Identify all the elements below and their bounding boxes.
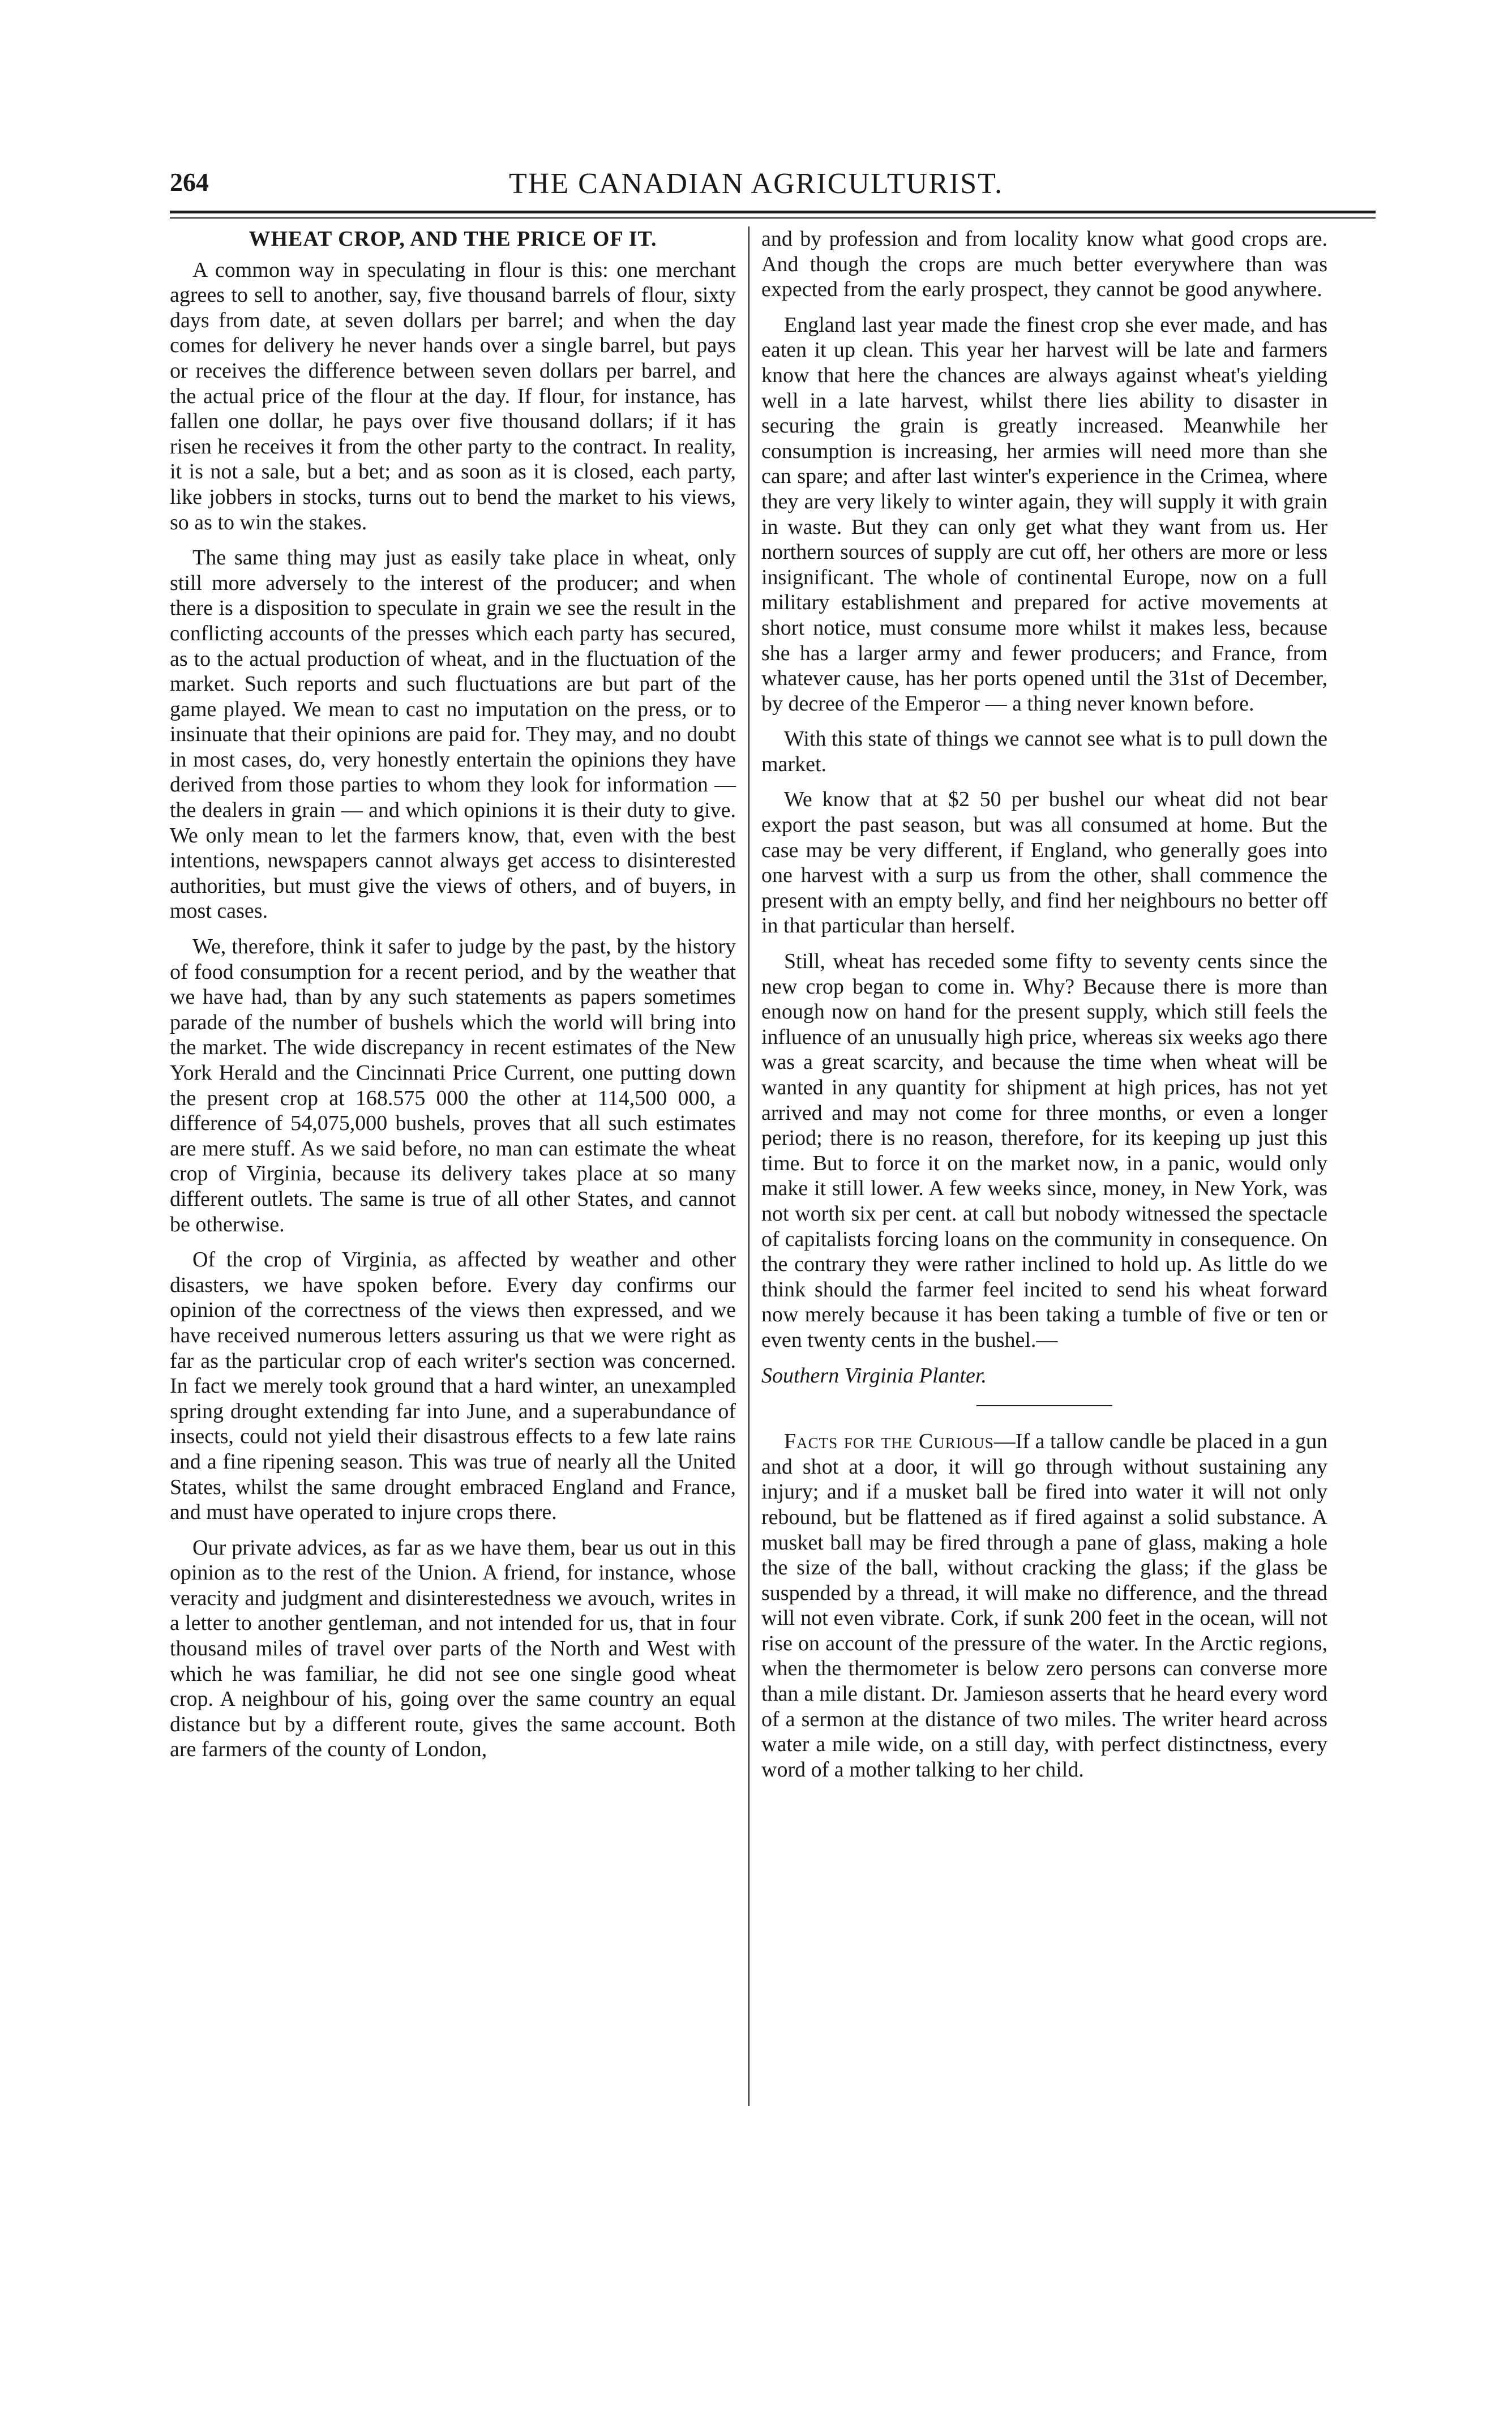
article-paragraph: England last year made the finest crop she ever made, and has eaten it up clean. This year her harvest will be late and farmers know that here the chances are always against wheat's yielding well in a late harvest, whilst there lies ability to disaster in securing the grain is greatly increased. Meanwhile her consumption is increasing, her armies will need more than she can spare; and after last winter's experience in the Crimea, where they are very likely to winter again, they will supply it with grain in waste. But they can only get what they want from us. Her northern sources of supply are cut off, her others are more or less insignificant. The whole of continental Europe, now on a full military establishment and prepared for active movements at short notice, must consume more whilst it makes less, because she has a larger army and fewer producers; and France, from whatever cause, has her ports opened until the 31st of December, by decree of the Emperor — a thing never known before. — [761, 313, 1327, 716]
article-signature: Southern Virginia Planter. — [761, 1363, 987, 1388]
article-paragraph: We, therefore, think it safer to judge by the past, by the history of food consumption for a recent period, and by the weather that we have had, than by any such statements as papers sometimes parade of the number of bushels which the world will bring into the market. The wide discrepancy in recent estimates of the New York Herald and the Cincinnati Price Current, one putting down the present crop at 168.575 000 the other at 114,500 000, a difference of 54,075,000 bushels, proves that all such estimates are mere stuff. As we said before, no man can estimate the wheat crop of Virginia, because its delivery takes place at so many different outlets. The same is true of all other States, and cannot be otherwise. — [170, 935, 736, 1236]
article-paragraph: and by profession and from locality know what good crops are. And though the crops are much better everywhere than was expected from the early prospect, they cannot be good anywhere. — [761, 227, 1327, 302]
article-paragraph: The same thing may just as easily take place in wheat, only still more adversely to the interest of the producer; and when there is a disposition to speculate in grain we see the result in the conflicting accounts of the presses which each party has secured, as to the actual production of wheat, and in the fluctuation of the market. Such reports and such fluctuations are but part of the game played. We mean to cast no imputation on the press, or to insinuate that their opinions are paid for. They may, and no doubt in most cases, do, very honestly entertain the opinions they have derived from those parties to whom they look for information — the dealers in grain — and which opinions it is their duty to give. We only mean to let the farmers know, that, even with the best intentions, newspapers cannot always get access to disinterested authorities, but must give the views of others, and of buyers, in most cases. — [170, 546, 736, 923]
article-paragraph: A common way in speculating in flour is this: one merchant agrees to sell to another, say, five thousand barrels of flour, sixty days from date, at seven dollars per barrel; and when the day comes for delivery he never hands over a single barrel, but pays or receives the difference between seven dollars per barrel, and the actual price of the flour at the day. If flour, for instance, has fallen one dollar, he pays over five thousand dollars; if it has risen he receives it from the other party to the contract. In reality, it is not a sale, but a bet; and as soon as it is closed, each party, like jobbers in stocks, turns out to bend the market to his views, so as to win the stakes. — [170, 258, 736, 534]
page-number: 264 — [170, 168, 209, 196]
article-title: WHEAT CROP, AND THE PRICE OF IT. — [249, 227, 657, 251]
column-divider — [748, 226, 749, 2106]
facts-body: —If a tallow candle be placed in a gun and shot at a door, it will go through without sustaining any injury; and if a musket ball be fired into water it will not only rebound, but be flattened as if fired against a solid substance. A musket ball may be fired through a pane of glass, making a hole the size of the ball, without cracking the glass; if the glass be suspended by a thread, it will make no difference, and the thread will not even vibrate. Cork, if sunk 200 feet in the ocean, will not rise on account of the pressure of the water. In the Arctic regions, when the thermometer is below zero persons can converse more than a mile distant. Dr. Jamieson asserts that he heard every word of a sermon at the distance of two miles. The writer heard across water a mile wide, on a still day, with perfect distinctness, every word of a mother talking to her child. — [761, 1429, 1328, 1782]
header-rule-thin — [170, 217, 1376, 219]
article-paragraph: Still, wheat has receded some fifty to seventy cents since the new crop began to come in. Why? Because there is more than enough now on hand for the present supply, which still feels the influence of an unusually high price, whereas six weeks ago there was a great scarcity, and because the time when wheat will be wanted in any quantity for shipment at high prices, has not yet arrived and may not come for three months, or even a longer period; there is no reason, therefore, for its keeping up just this time. But to force it on the market now, in a panic, would only make it still lower. A few weeks since, money, in New York, was not worth six per cent. at call but nobody witnessed the spectacle of capitalists forcing loans on the community in consequence. On the contrary they were rather inclined to hold up. As little do we think should the farmer feel incited to send his wheat forward now merely because it has been taking a tumble of five or ten or even twenty cents in the bushel.— — [761, 949, 1327, 1352]
header-rule-thick — [170, 211, 1376, 213]
article-paragraph: Our private advices, as far as we have them, bear us out in this opinion as to the rest of the Union. A friend, for instance, whose veracity and judgment and disinterestedness we avouch, writes in a letter to another gentleman, and not intended for us, that in four thousand miles of travel over parts of the North and West with which he was familiar, he did not see one single good wheat crop. A neighbour of his, going over the same country an equal distance but by a different route, gives the same account. Both are farmers of the county of London, — [170, 1535, 736, 1762]
article-paragraph: With this state of things we cannot see what is to pull down the market. — [761, 727, 1327, 776]
article-paragraph: Of the crop of Virginia, as affected by weather and other disasters, we have spoken before. Every day confirms our opinion of the correctness of the views then expressed, and we have received numerous letters assuring us that we were right as far as the particular crop of each writer's section was concerned. In fact we merely took ground that a hard winter, an unexampled spring drought extending far into June, and a superabundance of insects, could not yield their disastrous effects to a few late rains and a fine ripening season. This was true of nearly all the United States, whilst the same drought embraced England and France, and must have operated to injure crops there. — [170, 1248, 736, 1525]
facts-paragraph — [761, 1429, 1327, 1782]
left-column — [170, 226, 736, 1773]
facts-heading: Facts for the Curious — [784, 1429, 994, 1454]
running-head: THE CANADIAN AGRICULTURIST. — [509, 168, 1003, 200]
article-paragraph: We know that at $2 50 per bushel our wheat did not bear export the past season, but was all consumed at home. But the case may be very different, if England, who generally goes into one harvest with a surp us from the other, shall commence the present with an empty belly, and find her neighbours no better off in that particular than herself. — [761, 787, 1327, 938]
right-column — [761, 226, 1327, 1792]
section-separator — [976, 1405, 1112, 1406]
